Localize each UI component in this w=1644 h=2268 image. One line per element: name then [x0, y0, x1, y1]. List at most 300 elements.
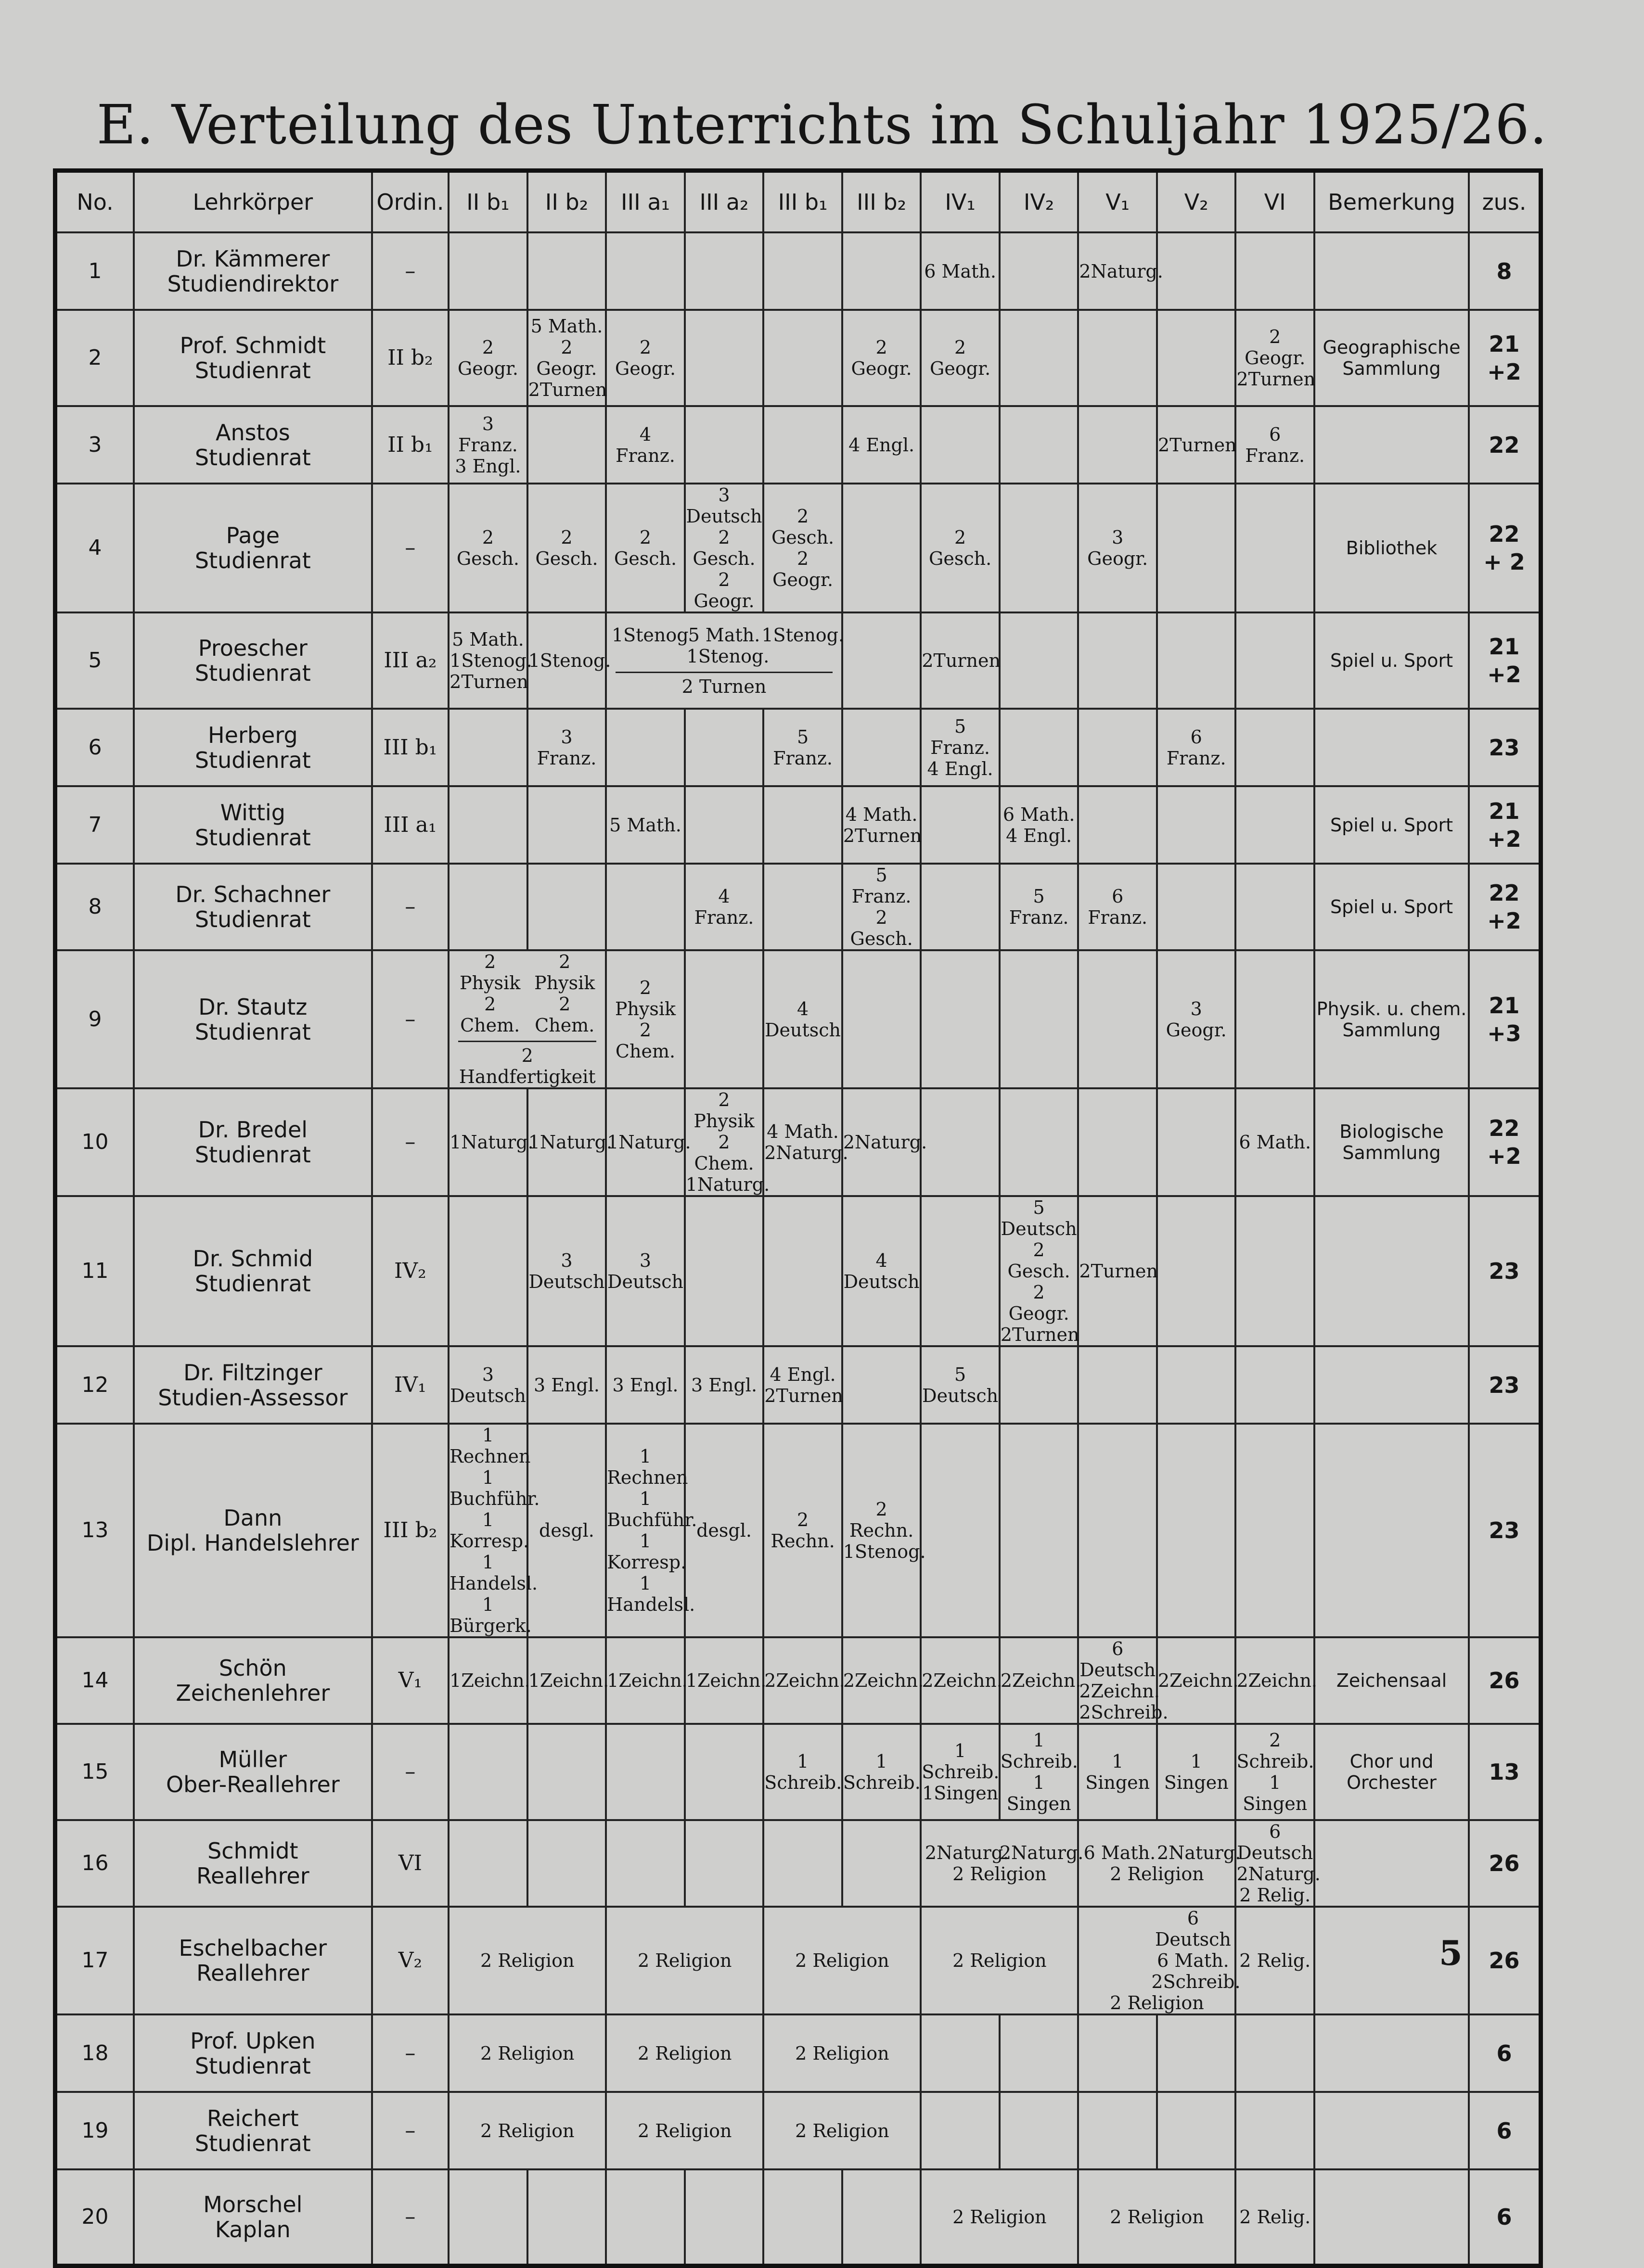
- teacher-name-text: Dann Dipl. Handelslehrer: [146, 1505, 359, 1556]
- subject-cell: [1000, 2014, 1079, 2092]
- teacher-name-text: Dr. Schachner Studienrat: [175, 881, 331, 932]
- row-number: [55, 232, 134, 310]
- subject-cell: [1157, 709, 1236, 786]
- row-number-text: 19: [81, 2118, 109, 2143]
- subject-cell: [1157, 484, 1236, 612]
- subject-cell-text: 1Naturg.: [607, 1132, 691, 1153]
- row-number: [55, 786, 134, 864]
- subject-cell: [527, 1637, 609, 1724]
- subject-cell: [1078, 2092, 1157, 2169]
- subject-cell-text: 4 Math. 2Turnen: [843, 803, 922, 846]
- subject-cell: [763, 1907, 921, 2014]
- subject-cell-text: 1Naturg.: [528, 1132, 613, 1153]
- subject-cell-text: 3 Geogr.: [1166, 998, 1227, 1041]
- teacher-name-text: Proescher Studienrat: [194, 635, 311, 686]
- subject-cell: [449, 786, 527, 864]
- subject-cell-text: 5 Math. 1Stenog. 2Turnen: [450, 629, 532, 692]
- subject-cell: [527, 484, 606, 612]
- subject-cell: [1078, 2169, 1235, 2266]
- subject-cell-text: 3 Engl.: [533, 1374, 600, 1396]
- subject-cell-text: 5 Franz.: [773, 726, 833, 769]
- subject-cell: [527, 1196, 606, 1346]
- subject-cell-text: 2 Religion: [795, 1950, 889, 1971]
- ordinarius: [372, 1424, 449, 1637]
- remark-text: Spiel u. Sport: [1330, 896, 1453, 917]
- total-hours: [1469, 406, 1541, 484]
- teacher-name: [134, 612, 372, 709]
- total-hours: [1469, 232, 1541, 310]
- teacher-name: [134, 1820, 372, 1907]
- subject-text: 6 Math.: [1083, 1842, 1156, 1863]
- subject-cell: [606, 1424, 697, 1637]
- subject-cell: [449, 612, 532, 709]
- total-hours-text: 21 +2: [1487, 331, 1521, 385]
- subject-cell: [606, 232, 685, 310]
- subject-cell: [842, 1088, 927, 1196]
- total-hours-text: 26: [1489, 1668, 1520, 1694]
- remark: [1314, 1637, 1469, 1724]
- subject-cell: [449, 2092, 606, 2169]
- remark: [1314, 406, 1469, 484]
- subject-cell: [685, 1088, 770, 1196]
- subject-cell: [921, 1346, 1000, 1424]
- total-hours-text: 6: [1496, 2040, 1512, 2066]
- row-number-text: 18: [81, 2040, 109, 2065]
- col-header-iiia1: III a₁: [606, 171, 685, 233]
- row-number-text: 3: [88, 432, 102, 457]
- teacher-name: [134, 2169, 372, 2266]
- teacher-name: [134, 1637, 372, 1724]
- subject-cell-text: 4 Deutsch: [843, 1250, 920, 1292]
- subject-cell: [921, 612, 1000, 709]
- subject-cell-text: 2 Religion: [638, 1950, 732, 1971]
- subject-cell: [1078, 1637, 1169, 1724]
- remark: [1314, 484, 1469, 612]
- subject-cell: [1078, 2014, 1157, 2092]
- subject-cell: [921, 786, 1000, 864]
- subject-cell: [921, 864, 1000, 950]
- row-number: [55, 864, 134, 950]
- subject-cell: [527, 786, 606, 864]
- subject-text: 2 Physik 2 Chem.: [460, 951, 521, 1036]
- ordinarius-text: III b₂: [383, 1518, 437, 1542]
- teacher-name-text: Reichert Studienrat: [194, 2105, 311, 2156]
- subject-cell: [921, 1637, 1000, 1724]
- page-number: 5: [1439, 1933, 1463, 1973]
- shared-lesson-label: 2 Turnen: [616, 672, 833, 697]
- row-number-text: 12: [81, 1372, 109, 1397]
- subject-text: 2 Religion: [1110, 1863, 1204, 1885]
- table-row: [55, 1346, 1541, 1424]
- row-number: [55, 484, 134, 612]
- subject-cell-text: 1 Schreib. 1Singen: [922, 1740, 1000, 1804]
- total-hours-text: 21 +2: [1487, 634, 1521, 688]
- table-row: [55, 1907, 1541, 2014]
- subject-cell: [842, 1196, 921, 1346]
- total-hours: [1469, 1820, 1541, 1907]
- row-number: [55, 2092, 134, 2169]
- ordinarius-text: III a₂: [384, 648, 437, 673]
- ordinarius: [372, 786, 449, 864]
- subject-cell-text: 2 Geogr.: [457, 337, 518, 379]
- subject-cell: [921, 232, 1000, 310]
- subject-cell: [685, 786, 764, 864]
- teacher-name-text: Dr. Bredel Studienrat: [194, 1117, 311, 1168]
- col-header-iib1: II b₁: [449, 171, 527, 233]
- subject-cell: [685, 1637, 767, 1724]
- remark-text: Zeichensaal: [1336, 1670, 1447, 1691]
- subject-cell: [685, 1196, 764, 1346]
- subject-cell: [606, 1196, 685, 1346]
- subject-cell: [685, 1820, 764, 1907]
- subject-cell: [1000, 484, 1079, 612]
- subject-cell-text: 2Zeichn.: [1000, 1670, 1081, 1691]
- teacher-name-text: Dr. Kämmerer Studiendirektor: [167, 245, 339, 297]
- row-number: [55, 2014, 134, 2092]
- subject-cell: [1157, 2092, 1236, 2169]
- table-row: [55, 1196, 1541, 1346]
- subject-cell: [842, 612, 921, 709]
- subject-cell: [1235, 310, 1314, 406]
- subject-cell: [1078, 1346, 1157, 1424]
- subject-text: 2 Religion: [952, 1863, 1047, 1885]
- remark: [1314, 1196, 1469, 1346]
- subject-cell: [842, 950, 921, 1088]
- total-hours: [1469, 2092, 1541, 2169]
- subject-cell: [1235, 1424, 1314, 1637]
- subject-cell: [606, 2092, 763, 2169]
- remark: [1314, 2169, 1469, 2266]
- subject-cell-text: 2Zeichn.: [1157, 1670, 1239, 1691]
- subject-cell: [449, 709, 527, 786]
- subject-cell-text: 5 Deutsch 2 Gesch. 2 Geogr. 2Turnen: [1000, 1197, 1079, 1345]
- subject-cell: [1078, 1820, 1241, 1907]
- total-hours-text: 26: [1489, 1850, 1520, 1876]
- total-hours-text: 23: [1489, 734, 1520, 761]
- subject-cell-text: 6 Math. 4 Engl.: [1002, 803, 1075, 846]
- subject-cell-text: 2 Physik 2 Chem. 1Naturg.: [685, 1089, 770, 1195]
- subject-cell: [1157, 1088, 1236, 1196]
- remark: [1314, 1424, 1469, 1637]
- ordinarius-text: IV₂: [394, 1259, 426, 1283]
- ordinarius-text: III a₁: [384, 812, 437, 837]
- subject-cell: [1235, 2014, 1314, 2092]
- subject-cell-text: 1Zeichn.: [528, 1670, 609, 1691]
- subject-text: 2 Religion: [1110, 1992, 1204, 2013]
- subject-cell: [763, 1196, 842, 1346]
- subject-cell: [763, 1724, 842, 1820]
- subject-cell: [606, 406, 685, 484]
- col-header-iiib1: III b₁: [763, 171, 842, 233]
- table-row: [55, 232, 1541, 310]
- subject-cell: [449, 2169, 527, 2266]
- subject-cell: [1235, 709, 1314, 786]
- total-hours: [1469, 310, 1541, 406]
- row-number-text: 5: [88, 648, 102, 673]
- subject-cell: [921, 484, 1000, 612]
- table-row: [55, 950, 1541, 1088]
- subject-cell: [1078, 1088, 1157, 1196]
- subject-cell: [606, 864, 685, 950]
- ordinarius-text: –: [405, 1130, 416, 1154]
- teacher-name-text: Wittig Studienrat: [194, 799, 311, 851]
- subject-cell: [1235, 232, 1314, 310]
- subject-cell: [527, 1820, 606, 1907]
- table-row: [55, 2169, 1541, 2266]
- teacher-name: [134, 950, 372, 1088]
- subject-cell: [1000, 1424, 1079, 1637]
- subject-cell-text: 2 Gesch. 2 Geogr.: [771, 506, 835, 590]
- subject-cell-text: 6 Franz.: [1088, 886, 1148, 928]
- teacher-name: [134, 864, 372, 950]
- subject-cell-text: desgl.: [539, 1520, 594, 1541]
- total-hours-text: 6: [1496, 2204, 1512, 2230]
- subject-cell: [449, 1637, 530, 1724]
- subject-cell: [842, 2169, 921, 2266]
- page-title: E. Verteilung des Unterrichts im Schuljahr 1925/26.: [96, 94, 1548, 156]
- col-header-iv1: IV₁: [921, 171, 1000, 233]
- subject-cell-text: 3 Engl.: [691, 1374, 758, 1396]
- subject-cell: [1235, 786, 1314, 864]
- subject-cell: [921, 1196, 1000, 1346]
- subject-cell: [449, 1196, 527, 1346]
- teacher-name-text: Prof. Upken Studienrat: [190, 2027, 316, 2079]
- subject-cell: [763, 709, 842, 786]
- teacher-name-text: Anstos Studienrat: [194, 419, 311, 471]
- subject-cell: [1157, 2014, 1236, 2092]
- row-number: [55, 1907, 134, 2014]
- subject-cell-text: 2 Religion: [638, 2120, 732, 2141]
- teacher-name: [134, 1724, 372, 1820]
- total-hours-text: 23: [1489, 1258, 1520, 1284]
- subject-cell: [449, 1088, 534, 1196]
- subject-cell: [527, 864, 606, 950]
- ordinarius: [372, 709, 449, 786]
- subject-cell: [1078, 612, 1157, 709]
- row-number-text: 11: [81, 1259, 109, 1283]
- subject-cell: [1078, 406, 1157, 484]
- subject-cell-text: 1Zeichn.: [607, 1670, 688, 1691]
- total-hours-text: 21 +2: [1487, 798, 1521, 852]
- row-number: [55, 406, 134, 484]
- row-number-text: 2: [88, 345, 102, 370]
- table-row: [55, 864, 1541, 950]
- remark-text: Spiel u. Sport: [1330, 814, 1453, 836]
- row-number-text: 9: [88, 1007, 102, 1032]
- subject-cell: [763, 2014, 921, 2092]
- ordinarius-text: –: [405, 2040, 416, 2065]
- subject-cell: [606, 484, 685, 612]
- subject-cell-text: 4 Franz.: [616, 423, 675, 466]
- subject-cell: [606, 1637, 688, 1724]
- subject-cell: [1078, 484, 1157, 612]
- subject-cell-text: 3 Franz.: [537, 726, 597, 769]
- total-hours-text: 13: [1489, 1759, 1520, 1785]
- subject-cell: [921, 1424, 1000, 1637]
- subject-cell-text: 5 Franz.: [1009, 886, 1069, 928]
- total-hours-text: 23: [1489, 1517, 1520, 1543]
- subject-cell: [527, 1346, 606, 1424]
- ordinarius-text: –: [405, 1759, 416, 1784]
- subject-cell-text: 4 Engl.: [848, 434, 915, 456]
- subject-cell-text: 2 Geogr.: [930, 337, 991, 379]
- subject-cell: [921, 2014, 1000, 2092]
- row-number-text: 20: [81, 2204, 109, 2229]
- subject-cell: [1157, 786, 1236, 864]
- subject-cell-text: 2 Religion: [795, 2120, 889, 2141]
- subject-cell: [1000, 1346, 1079, 1424]
- ordinarius: [372, 2014, 449, 2092]
- subject-cell-text: 1 Schreib. 1 Singen: [1000, 1730, 1078, 1814]
- subject-cell: [1157, 1424, 1236, 1637]
- subject-cell: [1078, 310, 1157, 406]
- subject-cell: [685, 2169, 764, 2266]
- subject-cell-text: 1 Schreib.: [843, 1751, 921, 1793]
- remark-text: Geographische Sammlung: [1323, 337, 1461, 379]
- subject-cell: [685, 1346, 764, 1424]
- subject-cell: [842, 1637, 924, 1724]
- teaching-distribution-table: [53, 168, 1543, 2268]
- remark: [1314, 709, 1469, 786]
- subject-cell-text: 3 Deutsch: [450, 1363, 526, 1406]
- row-number: [55, 1724, 134, 1820]
- subject-cell: [527, 232, 606, 310]
- subject-cell-text: 6 Deutsch 2Naturg. 2 Relig.: [1236, 1821, 1321, 1906]
- subject-cell: [1078, 709, 1157, 786]
- subject-cell-text: 1 Singen: [1164, 1751, 1229, 1793]
- table-row: [55, 1820, 1541, 1907]
- subject-cell-text: 2 Physik 2 Chem.: [615, 977, 676, 1062]
- subject-cell-text: 2Turnen: [922, 650, 1001, 671]
- teacher-name-text: Page Studienrat: [194, 522, 311, 573]
- ordinarius: [372, 1907, 449, 2014]
- table-row: [55, 709, 1541, 786]
- subject-cell: [1235, 1088, 1314, 1196]
- subject-cell: [606, 2014, 763, 2092]
- remark-text: Biologische Sammlung: [1339, 1121, 1444, 1163]
- subject-cell: [606, 709, 685, 786]
- table-row: [55, 1424, 1541, 1637]
- subject-cell: [685, 864, 764, 950]
- ordinarius-text: IV₁: [394, 1372, 426, 1397]
- subject-cell: [685, 709, 764, 786]
- subject-cell-text: 2 Gesch.: [614, 527, 677, 569]
- total-hours: [1469, 1346, 1541, 1424]
- subject-cell: [1000, 1637, 1079, 1724]
- subject-cell-text: 1Stenog.: [528, 650, 611, 671]
- ordinarius-text: –: [405, 258, 416, 283]
- subject-cell: [1235, 950, 1314, 1088]
- subject-cell-text: 6 Franz.: [1166, 726, 1226, 769]
- subject-cell: [1235, 612, 1314, 709]
- subject-cell: [606, 1088, 691, 1196]
- subject-cell: [1000, 950, 1079, 1088]
- subject-cell-text: 2Zeichn.: [1236, 1670, 1317, 1691]
- subject-cell: [1000, 406, 1079, 484]
- subject-cell: [449, 1907, 606, 2014]
- col-header-zus: zus.: [1469, 171, 1541, 233]
- total-hours: [1469, 709, 1541, 786]
- teacher-name: [134, 1346, 372, 1424]
- teacher-name: [134, 232, 372, 310]
- subject-cell-text: 2Turnen: [1157, 434, 1237, 456]
- subject-cell-text: 5 Math.: [609, 814, 681, 836]
- row-number-text: 4: [88, 535, 102, 560]
- subject-cell: [921, 2092, 1000, 2169]
- ordinarius-text: –: [405, 1007, 416, 1032]
- total-hours-text: 22 +2: [1487, 880, 1521, 934]
- subject-cell-text: 2 Religion: [638, 2042, 732, 2064]
- teacher-name-text: Müller Ober-Reallehrer: [166, 1746, 340, 1797]
- ordinarius-text: VI: [398, 1851, 422, 1875]
- remark: [1314, 786, 1469, 864]
- subject-cell: [1078, 950, 1157, 1088]
- subject-cell: [1157, 406, 1236, 484]
- subject-cell-text: 2Naturg.: [843, 1132, 927, 1153]
- subject-cell: [921, 1820, 1084, 1907]
- remark: [1314, 864, 1469, 950]
- subject-text: 1Stenog.: [761, 624, 845, 646]
- table-row: [55, 612, 1541, 709]
- remark: [1314, 1724, 1469, 1820]
- subject-cell-text: 1Naturg.: [450, 1132, 534, 1153]
- total-hours-text: 8: [1496, 258, 1512, 284]
- remark: [1314, 232, 1469, 310]
- subject-cell: [1000, 709, 1079, 786]
- total-hours: [1469, 1637, 1541, 1724]
- subject-cell: [685, 484, 764, 612]
- ordinarius-text: –: [405, 535, 416, 560]
- subject-cell: [1157, 1724, 1236, 1820]
- teacher-name: [134, 2014, 372, 2092]
- subject-cell-text: 6 Math.: [924, 260, 996, 282]
- subject-cell: [763, 786, 842, 864]
- ordinarius-text: V₂: [398, 1948, 423, 1973]
- col-header-no: No.: [55, 171, 134, 233]
- header-row: [55, 171, 1541, 233]
- subject-cell: [763, 1637, 845, 1724]
- subject-cell: [763, 484, 842, 612]
- ordinarius: [372, 1724, 449, 1820]
- ordinarius-text: –: [405, 2118, 416, 2143]
- total-hours-text: 22: [1489, 432, 1520, 458]
- subject-cell: [763, 232, 842, 310]
- subject-cell: [921, 406, 1000, 484]
- subject-cell-text: 2 Religion: [480, 1950, 575, 1971]
- ordinarius: [372, 1088, 449, 1196]
- subject-cell: [606, 1907, 763, 2014]
- ordinarius-text: V₁: [398, 1668, 423, 1693]
- remark-text: Physik. u. chem. Sammlung: [1316, 998, 1467, 1041]
- subject-cell: [527, 2169, 606, 2266]
- subject-cell-text: 2 Gesch.: [456, 527, 520, 569]
- row-number: [55, 709, 134, 786]
- ordinarius: [372, 2169, 449, 2266]
- remark: [1314, 1820, 1469, 1907]
- subject-cell-text: 2 Rechn.: [771, 1509, 835, 1552]
- subject-cell: [606, 786, 685, 864]
- table-row: [55, 406, 1541, 484]
- subject-cell-text: 5 Franz. 4 Engl.: [927, 715, 993, 779]
- subject-cell: [685, 310, 764, 406]
- ordinarius: [372, 1346, 449, 1424]
- row-number-text: 1: [88, 258, 102, 283]
- total-hours: [1469, 864, 1541, 950]
- subject-cell: [449, 1346, 527, 1424]
- ordinarius: [372, 950, 449, 1088]
- teacher-name-text: Dr. Filtzinger Studien-Assessor: [158, 1359, 348, 1411]
- table-row: [55, 2014, 1541, 2092]
